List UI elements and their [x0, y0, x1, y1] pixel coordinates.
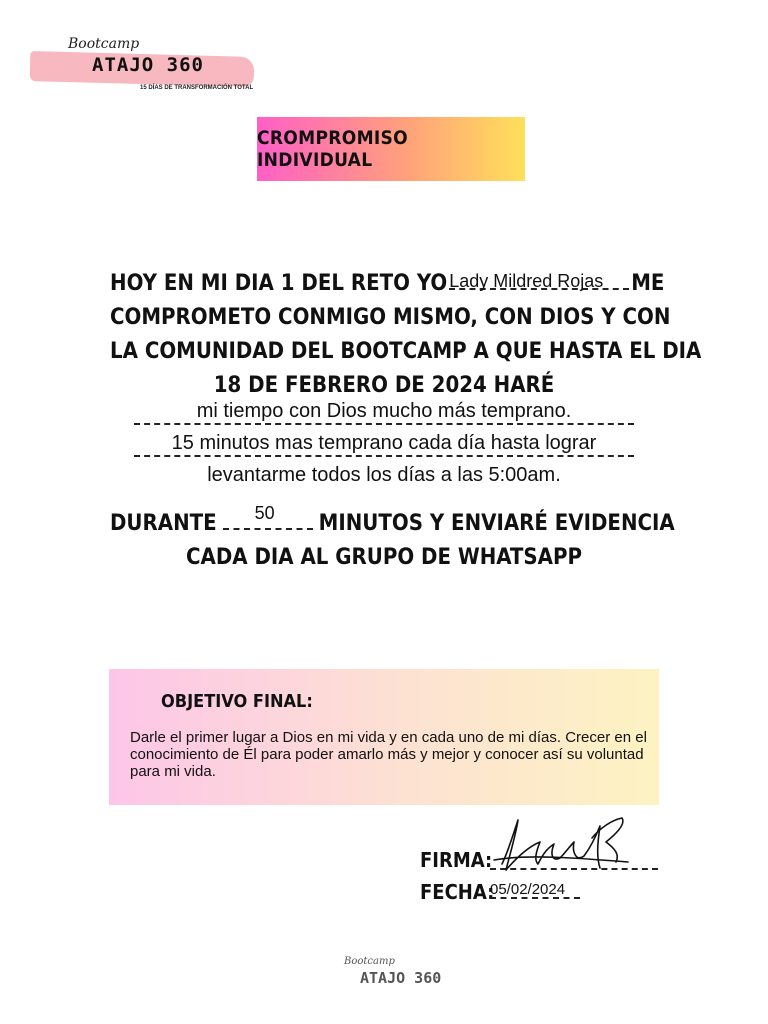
minutes-value: 50 — [254, 503, 275, 523]
durante-label: DURANTE — [110, 511, 217, 536]
signature-graphic — [488, 812, 638, 882]
logo-tagline: 15 DÍAS DE TRANSFORMACIÓN TOTAL — [140, 85, 254, 91]
commitment-line-1 — [110, 262, 665, 301]
commitment-line-3: LA COMUNIDAD DEL BOOTCAMP A QUE HASTA EL DIA — [110, 339, 702, 364]
objective-text: Darle el primer lugar a Dios en mi vida y en cada uno de mi días. Crecer en el conocimiento de Él para poder amarlo más y mejor y conocer así su voluntad para mi vida. — [130, 729, 647, 780]
footer-logo-script-text: Bootcamp — [344, 956, 395, 967]
handwritten-line-3: levantarme todos los días a las 5:00am. — [207, 464, 561, 486]
firma-label: FIRMA: — [420, 848, 493, 872]
logo-script-text: Bootcamp — [68, 36, 140, 52]
logo-top — [28, 36, 260, 98]
duration-line — [110, 502, 675, 541]
objective-title: OBJETIVO FINAL: — [161, 691, 313, 712]
durante-after: MINUTOS Y ENVIARÉ EVIDENCIA — [318, 511, 675, 536]
logo-bottom — [338, 956, 448, 990]
commitment-block — [110, 262, 702, 403]
duration-block — [110, 502, 675, 575]
title-banner — [257, 117, 525, 181]
page-title: CROMPROMISO INDIVIDUAL — [257, 127, 408, 171]
commitment-line-2: COMPROMETO CONMIGO MISMO, CON DIOS Y CON — [110, 305, 671, 330]
commitment-line-4: 18 DE FEBRERO DE 2024 HARÉ — [213, 373, 555, 398]
duration-last-line: CADA DIA AL GRUPO DE WHATSAPP — [186, 545, 582, 570]
commitment-line1-before: HOY EN MI DIA 1 DEL RETO YO — [110, 271, 448, 296]
minutes-field — [223, 502, 313, 530]
footer-logo-brand: ATAJO 360 — [360, 969, 442, 987]
name-value: Lady Mildred Rojas — [449, 271, 604, 291]
handwritten-line-1: mi tiempo con Dios mucho más temprano. — [134, 400, 634, 425]
handwritten-line-2: 15 minutos mas temprano cada día hasta lograr — [134, 432, 634, 457]
name-field — [449, 262, 629, 290]
commitment-line1-after: ME — [631, 271, 665, 296]
objective-box — [109, 669, 659, 805]
fecha-value: 05/02/2024 — [490, 881, 566, 898]
logo-brand: ATAJO 360 — [92, 54, 204, 76]
fecha-label: FECHA: — [420, 880, 495, 904]
